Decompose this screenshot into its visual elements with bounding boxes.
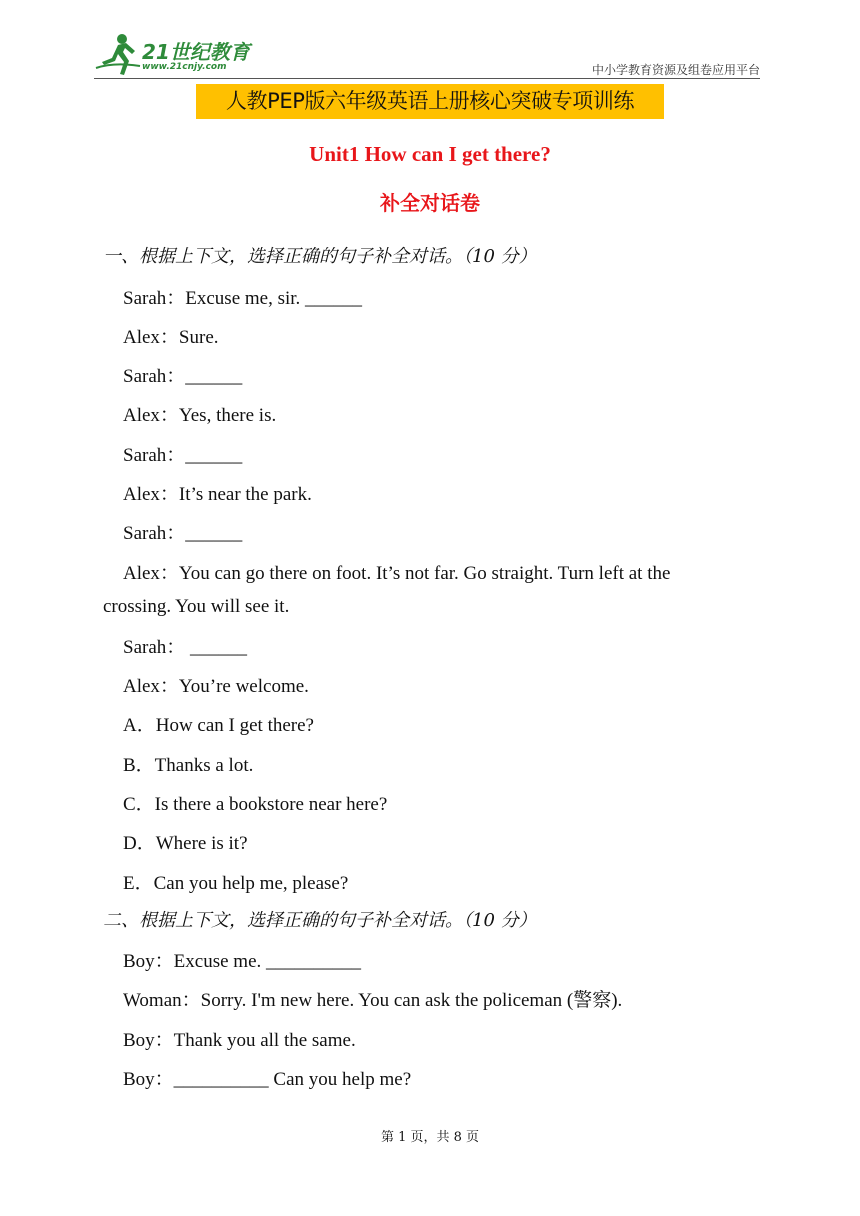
worksheet-title: 补全对话卷 <box>380 191 480 215</box>
page-number: 第 1 页，共 8 页 <box>380 1130 480 1145</box>
series-banner <box>196 84 664 119</box>
dialogue-line: Boy：Thank you all the same. <box>123 1030 356 1051</box>
page-header <box>94 30 760 82</box>
dialogue-line: Alex：You can go there on foot. It’s not far. Go straight. Turn left at the <box>123 563 671 584</box>
dialogue-line: Boy：__________ Can you help me? <box>123 1069 412 1090</box>
dialogue-line: Boy：Excuse me. __________ <box>123 951 362 972</box>
unit-title: Unit1 How can I get there? <box>309 142 551 166</box>
logo <box>94 32 259 78</box>
dialogue-line: Alex：Yes, there is. <box>123 405 277 426</box>
dialogue-line: Alex：You’re welcome. <box>123 676 309 697</box>
answer-option: D．Where is it? <box>123 833 248 854</box>
section-1-heading: 一、根据上下文，选择正确的句子补全对话。（10 分） <box>103 246 537 267</box>
dialogue-line: Alex：It’s near the park. <box>123 484 312 505</box>
platform-name: 中小学教育资源及组卷应用平台 <box>591 63 760 77</box>
dialogue-line: Woman：Sorry. I'm new here. You can ask the policeman (警察). <box>123 990 623 1011</box>
dialogue-line-continuation: crossing. You will see it. <box>103 596 290 617</box>
header-divider <box>94 78 760 79</box>
dialogue-line: Sarah：Excuse me, sir. ______ <box>123 288 363 309</box>
dialogue-line: Sarah：______ <box>123 445 243 466</box>
dialogue-line: Sarah：______ <box>123 523 243 544</box>
answer-option: C．Is there a bookstore near here? <box>123 794 388 815</box>
series-banner-text: 人教PEP版六年级英语上册核心突破专项训练 <box>225 89 635 113</box>
logo-url: www.21cnjy.com <box>142 62 227 72</box>
dialogue-line: Sarah： ______ <box>123 637 248 658</box>
runner-logo-icon <box>94 32 142 78</box>
answer-option: A．How can I get there? <box>123 715 314 736</box>
dialogue-line: Alex：Sure. <box>123 327 219 348</box>
logo-text: 21世纪教育 <box>142 40 250 64</box>
answer-option: E．Can you help me, please? <box>123 873 349 894</box>
dialogue-line: Sarah：______ <box>123 366 243 387</box>
answer-option: B．Thanks a lot. <box>123 755 254 776</box>
section-2-heading: 二、根据上下文，选择正确的句子补全对话。（10 分） <box>103 910 537 931</box>
